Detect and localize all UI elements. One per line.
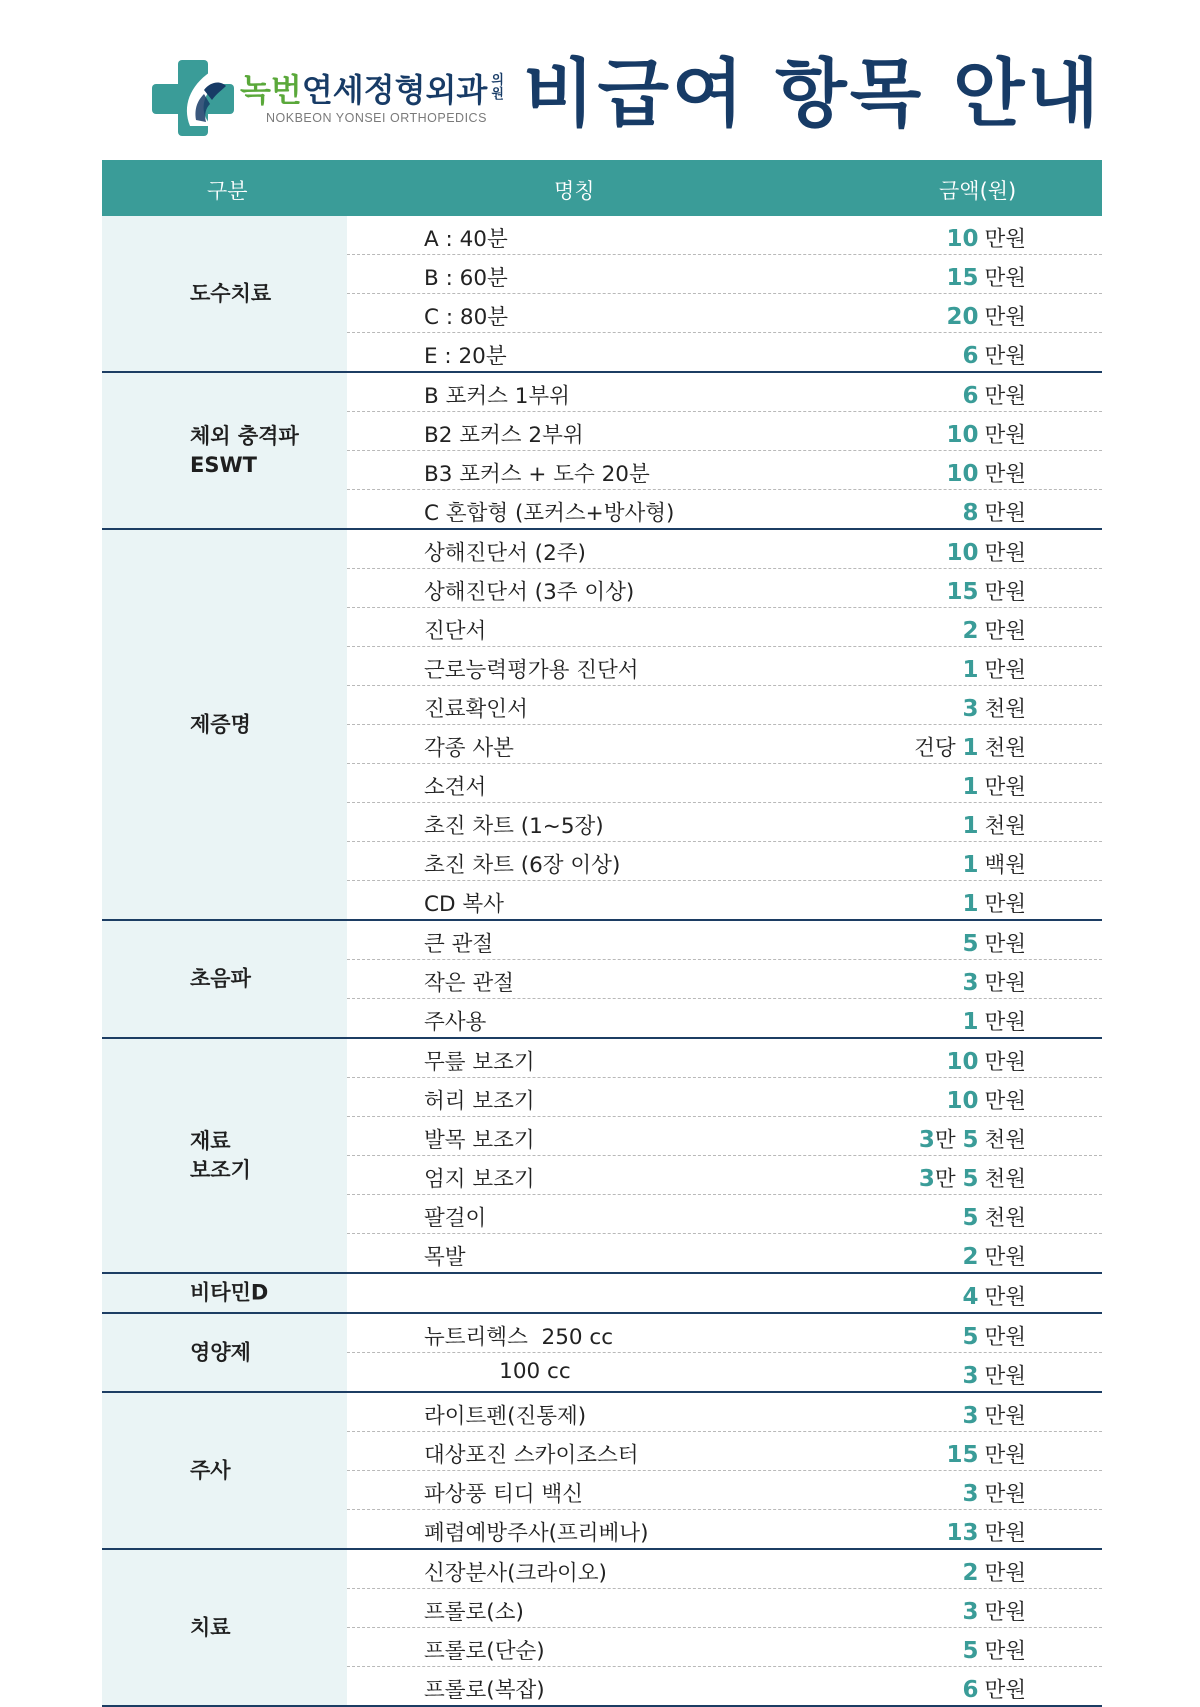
item-name: CD 복사 xyxy=(424,892,504,917)
item-name: 무릎 보조기 xyxy=(424,1050,535,1075)
price-number: 1 xyxy=(962,735,979,761)
table-row xyxy=(347,1550,1102,1589)
price-unit: 만원 xyxy=(984,1521,1026,1546)
price-unit: 만원 xyxy=(984,1561,1026,1586)
item-price xyxy=(962,809,1026,840)
table-row xyxy=(347,1393,1102,1432)
price-unit: 만원 xyxy=(984,423,1026,448)
category-label: 초음파 xyxy=(190,966,251,991)
table-row xyxy=(347,216,1102,255)
price-middle: 만 xyxy=(934,1128,963,1153)
item-name: 상해진단서 (2주) xyxy=(424,541,586,566)
price-unit: 만원 xyxy=(984,1245,1026,1270)
category-group xyxy=(102,373,1102,530)
table-row xyxy=(347,842,1102,881)
price-number: 10 xyxy=(946,226,979,252)
category-group xyxy=(102,1393,1102,1550)
table-row xyxy=(347,1156,1102,1195)
item-price xyxy=(962,1201,1026,1232)
table-row xyxy=(347,725,1102,764)
table-row xyxy=(347,451,1102,490)
price-unit: 만원 xyxy=(984,462,1026,487)
price-unit: 만원 xyxy=(984,541,1026,566)
price-number: 8 xyxy=(962,500,979,526)
item-name: C : 80분 xyxy=(424,305,509,330)
table-row xyxy=(347,373,1102,412)
item-name: 목발 xyxy=(424,1245,466,1270)
category-label: 영양제 xyxy=(190,1340,251,1364)
item-name: 각종 사본 xyxy=(424,736,514,761)
price-unit: 만원 xyxy=(984,344,1026,369)
category-label: 비타민D xyxy=(190,1280,269,1305)
item-name: 라이트펜(진통제) xyxy=(424,1404,587,1429)
item-price xyxy=(946,261,1026,292)
item-name: 대상포진 스카이조스터 xyxy=(424,1443,639,1468)
price-unit: 천원 xyxy=(984,1167,1026,1192)
price-unit: 만원 xyxy=(984,1482,1026,1507)
category-label: 도수치료 xyxy=(190,281,272,305)
price-number: 20 xyxy=(946,304,979,330)
price-number: 15 xyxy=(946,579,979,605)
table-header xyxy=(102,160,1102,216)
item-rows xyxy=(347,1314,1102,1391)
category-label: 재료 보조기 xyxy=(190,1128,251,1182)
item-price xyxy=(946,1438,1026,1469)
item-price xyxy=(962,379,1026,410)
item-name: B3 포커스 + 도수 20분 xyxy=(424,462,650,487)
category-label: 치료 xyxy=(190,1615,231,1639)
table-row xyxy=(347,490,1102,528)
price-number: 1 xyxy=(962,852,979,878)
price-unit: 만원 xyxy=(984,932,1026,957)
item-name: 초진 차트 (6장 이상) xyxy=(424,853,621,878)
price-number: 6 xyxy=(962,383,979,409)
price-number: 13 xyxy=(946,1520,979,1546)
price-prefix: 건당 xyxy=(914,736,963,761)
item-price xyxy=(946,1516,1026,1547)
item-price xyxy=(962,1280,1026,1311)
item-rows xyxy=(347,1274,1102,1312)
price-number: 2 xyxy=(962,618,979,644)
price-unit: 만원 xyxy=(984,384,1026,409)
price-table xyxy=(102,160,1102,1707)
price-number: 10 xyxy=(946,540,979,566)
item-price xyxy=(962,1556,1026,1587)
table-row xyxy=(347,921,1102,960)
price-number: 3 xyxy=(962,1403,979,1429)
price-number: 10 xyxy=(946,1049,979,1075)
price-unit: 만원 xyxy=(984,501,1026,526)
table-row xyxy=(347,999,1102,1037)
table-row xyxy=(347,881,1102,919)
price-number: 10 xyxy=(946,422,979,448)
price-number: 2 xyxy=(962,1560,979,1586)
price-number: 5 xyxy=(962,1205,979,1231)
price-number: 10 xyxy=(946,1088,979,1114)
table-row xyxy=(347,1353,1102,1391)
item-price xyxy=(962,1399,1026,1430)
table-row xyxy=(347,608,1102,647)
item-price xyxy=(962,966,1026,997)
category-group xyxy=(102,530,1102,921)
price-number-2: 5 xyxy=(962,1166,979,1192)
category-cell xyxy=(102,921,347,1037)
item-name: 진단서 xyxy=(424,619,487,644)
price-unit: 만원 xyxy=(984,1285,1026,1310)
price-number: 15 xyxy=(946,265,979,291)
item-rows xyxy=(347,1393,1102,1548)
item-price xyxy=(919,1162,1026,1193)
category-label: 주사 xyxy=(190,1458,231,1482)
category-cell xyxy=(102,1274,347,1312)
category-cell xyxy=(102,1039,347,1272)
item-price xyxy=(962,1634,1026,1665)
table-row xyxy=(347,1274,1102,1312)
item-rows xyxy=(347,373,1102,528)
item-price xyxy=(946,536,1026,567)
price-number: 3 xyxy=(962,1481,979,1507)
item-price xyxy=(962,887,1026,918)
price-unit: 만원 xyxy=(984,1443,1026,1468)
price-unit: 만원 xyxy=(984,1639,1026,1664)
table-row xyxy=(347,255,1102,294)
price-number: 4 xyxy=(962,1284,979,1310)
item-price xyxy=(962,1673,1026,1704)
price-number: 5 xyxy=(962,931,979,957)
price-unit: 만원 xyxy=(984,266,1026,291)
item-price xyxy=(946,222,1026,253)
table-row xyxy=(347,1589,1102,1628)
table-row xyxy=(347,1510,1102,1548)
price-unit: 만원 xyxy=(984,619,1026,644)
item-name: C 혼합형 (포커스+방사형) xyxy=(424,501,675,526)
item-name: 100 cc xyxy=(424,1359,571,1384)
price-unit: 천원 xyxy=(984,1128,1026,1153)
category-group xyxy=(102,216,1102,373)
item-name: 진료확인서 xyxy=(424,697,528,722)
item-rows xyxy=(347,216,1102,371)
price-number: 1 xyxy=(962,774,979,800)
price-unit: 만원 xyxy=(984,580,1026,605)
item-price xyxy=(962,653,1026,684)
item-price xyxy=(946,575,1026,606)
item-price xyxy=(962,770,1026,801)
item-name: 초진 차트 (1~5장) xyxy=(424,814,604,839)
table-row xyxy=(347,333,1102,371)
price-number: 1 xyxy=(962,657,979,683)
table-row xyxy=(347,569,1102,608)
item-name: 큰 관절 xyxy=(424,932,494,957)
logo-wordmark xyxy=(240,68,506,108)
item-price xyxy=(962,1477,1026,1508)
item-price xyxy=(962,1005,1026,1036)
item-price xyxy=(962,1595,1026,1626)
table-row xyxy=(347,764,1102,803)
table-row xyxy=(347,1234,1102,1272)
item-rows xyxy=(347,1039,1102,1272)
table-row xyxy=(347,1195,1102,1234)
page-header xyxy=(0,0,1200,160)
item-name: 프롤로(복잡) xyxy=(424,1678,545,1703)
price-number-2: 5 xyxy=(962,1127,979,1153)
category-cell xyxy=(102,1314,347,1391)
table-row xyxy=(347,1039,1102,1078)
item-name: 작은 관절 xyxy=(424,971,514,996)
item-name: 프롤로(소) xyxy=(424,1600,524,1625)
item-price xyxy=(946,1045,1026,1076)
price-number: 6 xyxy=(962,1677,979,1703)
table-row xyxy=(347,1471,1102,1510)
header-category: 구분 xyxy=(207,179,248,203)
category-cell xyxy=(102,1393,347,1548)
item-name: 프롤로(단순) xyxy=(424,1639,545,1664)
price-number: 3 xyxy=(962,1363,979,1389)
item-price xyxy=(946,300,1026,331)
item-name: 상해진단서 (3주 이상) xyxy=(424,580,635,605)
category-cell xyxy=(102,216,347,371)
category-group xyxy=(102,1550,1102,1707)
item-price xyxy=(962,1320,1026,1351)
item-price xyxy=(962,927,1026,958)
price-number: 6 xyxy=(962,343,979,369)
table-body xyxy=(102,216,1102,1707)
logo-rest: 연세정형외과 xyxy=(301,71,488,109)
item-name: 주사용 xyxy=(424,1010,487,1035)
price-number: 1 xyxy=(962,813,979,839)
item-price xyxy=(962,496,1026,527)
category-group xyxy=(102,921,1102,1039)
item-price xyxy=(962,339,1026,370)
price-unit: 만원 xyxy=(984,1600,1026,1625)
table-row xyxy=(347,1117,1102,1156)
item-price xyxy=(962,848,1026,879)
item-price xyxy=(946,418,1026,449)
item-name: 뉴트리헥스 250 cc xyxy=(424,1325,614,1350)
logo-subtitle: NOKBEON YONSEI ORTHOPEDICS xyxy=(266,111,487,125)
item-name: 근로능력평가용 진단서 xyxy=(424,658,639,683)
item-name: 팔걸이 xyxy=(424,1206,487,1231)
header-price: 금액(원) xyxy=(939,179,1017,203)
category-label: 제증명 xyxy=(190,712,251,736)
item-name: 신장분사(크라이오) xyxy=(424,1561,607,1586)
table-row xyxy=(347,647,1102,686)
category-label: 체외 충격파 ESWT xyxy=(190,423,299,477)
table-row xyxy=(347,960,1102,999)
price-number: 1 xyxy=(962,1009,979,1035)
price-unit: 만원 xyxy=(984,1364,1026,1389)
price-unit: 만원 xyxy=(984,658,1026,683)
price-unit: 만원 xyxy=(984,1404,1026,1429)
item-name: B2 포커스 2부위 xyxy=(424,423,584,448)
price-number: 1 xyxy=(962,891,979,917)
item-name: B : 60분 xyxy=(424,266,508,291)
item-rows xyxy=(347,921,1102,1037)
table-row xyxy=(347,1078,1102,1117)
item-name: 폐렴예방주사(프리베나) xyxy=(424,1521,649,1546)
price-middle: 만 xyxy=(934,1167,963,1192)
medical-cross-knee-logo-icon xyxy=(152,60,234,136)
price-unit: 천원 xyxy=(984,814,1026,839)
item-name: 발목 보조기 xyxy=(424,1128,535,1153)
price-unit: 만원 xyxy=(984,971,1026,996)
price-number: 3 xyxy=(962,1599,979,1625)
category-cell xyxy=(102,1550,347,1705)
price-number: 3 xyxy=(918,1127,935,1153)
price-number: 3 xyxy=(962,970,979,996)
item-rows xyxy=(347,1550,1102,1705)
logo-main: 녹번 xyxy=(240,71,302,109)
price-unit: 만원 xyxy=(984,305,1026,330)
price-unit: 백원 xyxy=(984,853,1026,878)
table-row xyxy=(347,1667,1102,1705)
category-group xyxy=(102,1274,1102,1314)
price-unit: 천원 xyxy=(984,736,1026,761)
header-name: 명칭 xyxy=(554,179,595,203)
item-price xyxy=(946,1084,1026,1115)
price-number: 3 xyxy=(962,696,979,722)
item-name: B 포커스 1부위 xyxy=(424,384,570,409)
price-unit: 천원 xyxy=(984,1206,1026,1231)
table-row xyxy=(347,412,1102,451)
price-unit: 만원 xyxy=(984,1010,1026,1035)
item-name: A : 40분 xyxy=(424,227,508,252)
price-number: 5 xyxy=(962,1324,979,1350)
item-name: 파상풍 티디 백신 xyxy=(424,1482,584,1507)
price-unit: 만원 xyxy=(984,1678,1026,1703)
price-number: 15 xyxy=(946,1442,979,1468)
item-name: E : 20분 xyxy=(424,344,507,369)
price-unit: 만원 xyxy=(984,227,1026,252)
item-name: 엄지 보조기 xyxy=(424,1167,535,1192)
category-group xyxy=(102,1314,1102,1393)
price-number: 10 xyxy=(946,461,979,487)
table-row xyxy=(347,1432,1102,1471)
item-price xyxy=(962,1240,1026,1271)
category-cell xyxy=(102,530,347,919)
item-price xyxy=(914,731,1026,762)
item-price xyxy=(962,1359,1026,1390)
table-row xyxy=(347,1628,1102,1667)
table-row xyxy=(347,294,1102,333)
price-number: 2 xyxy=(962,1244,979,1270)
item-price xyxy=(919,1123,1026,1154)
price-unit: 만원 xyxy=(984,1089,1026,1114)
item-price xyxy=(962,614,1026,645)
price-unit: 만원 xyxy=(984,775,1026,800)
item-price xyxy=(946,457,1026,488)
table-row xyxy=(347,803,1102,842)
item-rows xyxy=(347,530,1102,919)
table-row xyxy=(347,1314,1102,1353)
price-number: 5 xyxy=(962,1638,979,1664)
page-title: 비급여 항목 안내 xyxy=(523,51,1102,137)
item-price xyxy=(962,692,1026,723)
item-name: 허리 보조기 xyxy=(424,1089,535,1114)
logo-small: 의원 xyxy=(491,73,504,102)
category-cell xyxy=(102,373,347,528)
price-unit: 만원 xyxy=(984,892,1026,917)
item-name: 소견서 xyxy=(424,775,487,800)
table-row xyxy=(347,530,1102,569)
table-row xyxy=(347,686,1102,725)
category-group xyxy=(102,1039,1102,1274)
price-number: 3 xyxy=(918,1166,935,1192)
price-unit: 만원 xyxy=(984,1050,1026,1075)
price-unit: 만원 xyxy=(984,1325,1026,1350)
price-unit: 천원 xyxy=(984,697,1026,722)
